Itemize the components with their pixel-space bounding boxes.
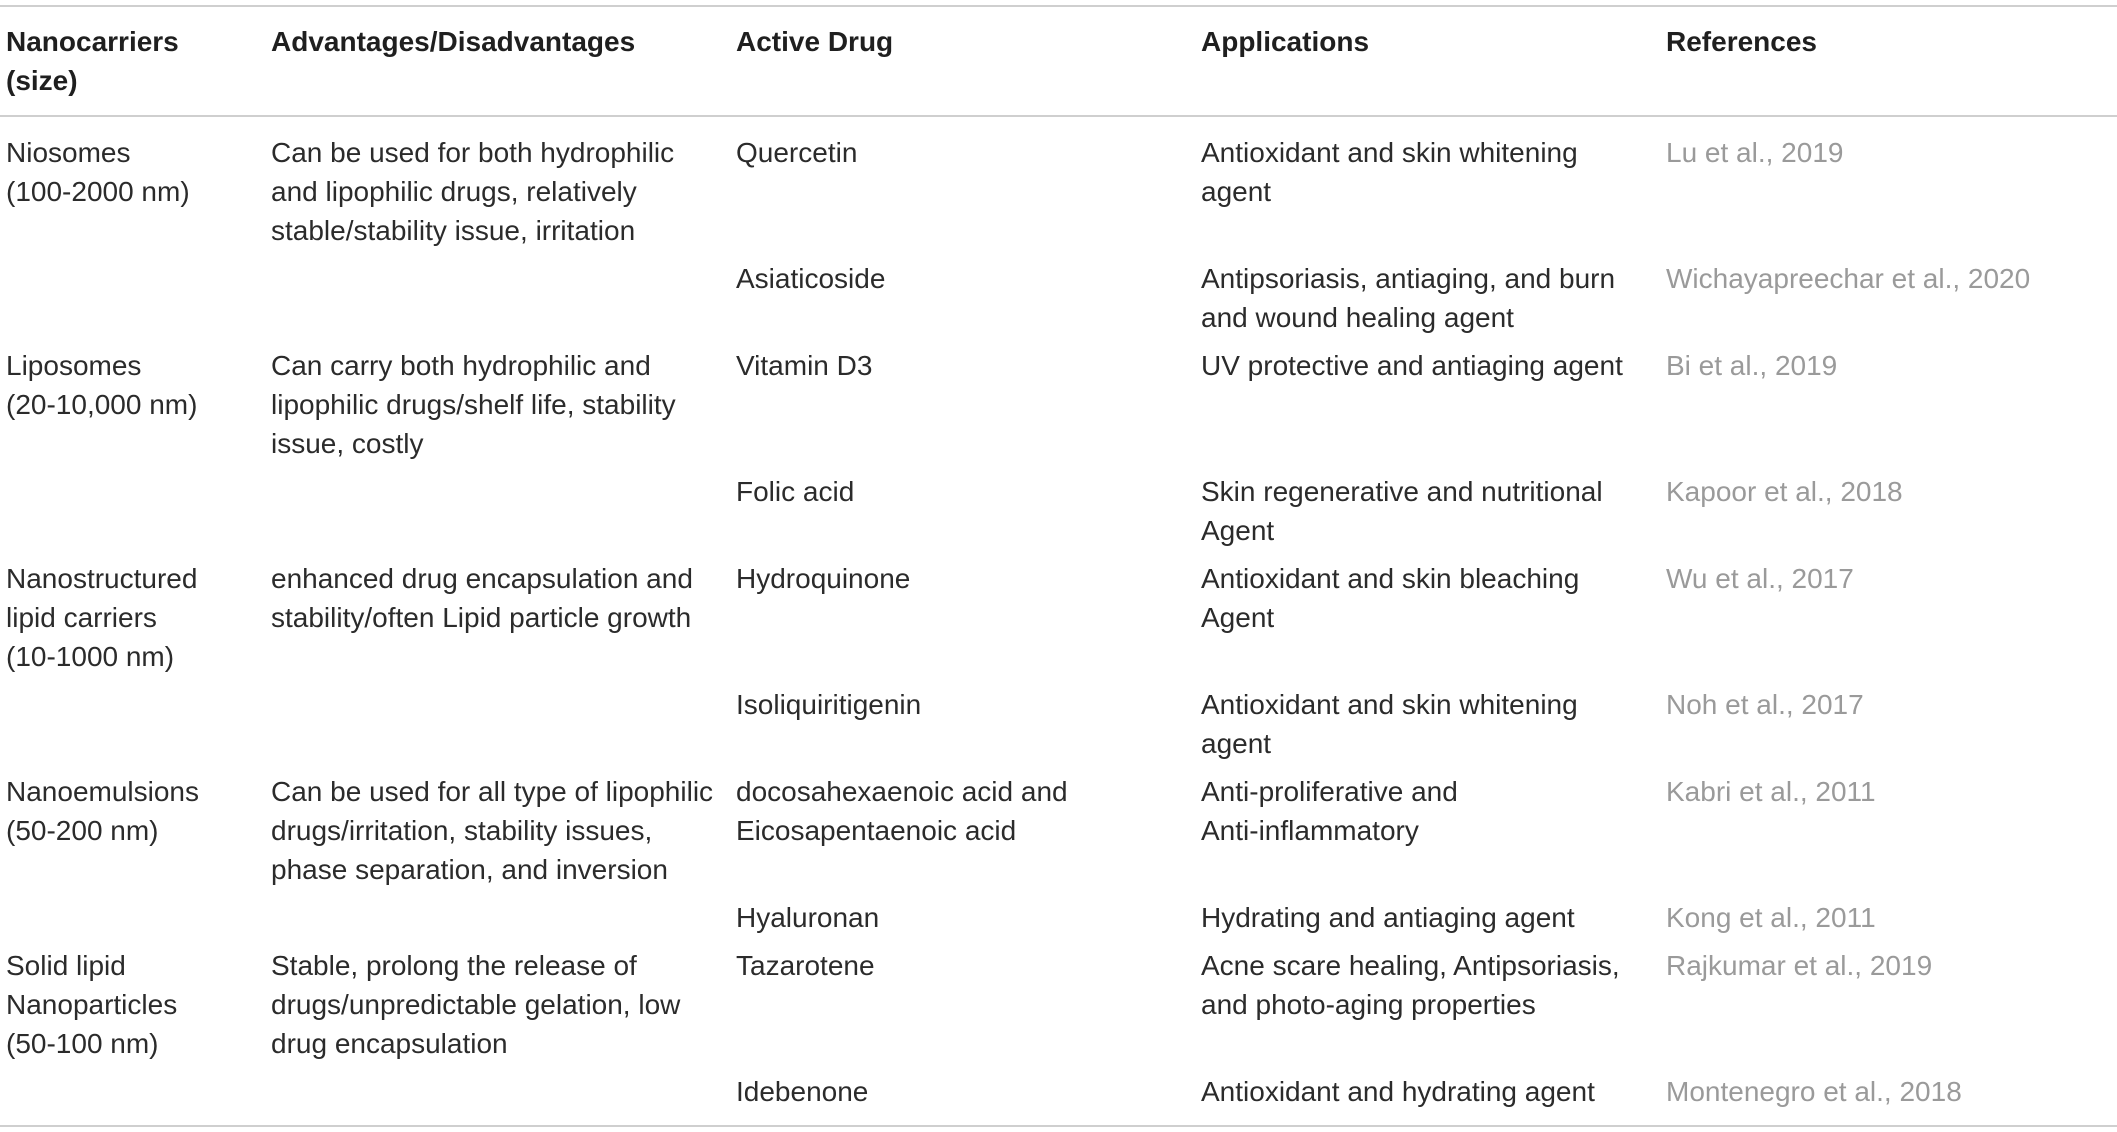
advantages-cell: Stable, prolong the release of drugs/unpredictable gelation, low drug encapsulation — [271, 950, 681, 1059]
application-cell: Hydrating and antiaging agent — [1201, 902, 1575, 933]
drug-cell: Idebenone — [736, 1076, 869, 1107]
header-applications: Applications — [1201, 26, 1370, 57]
application-cell: Acne scare healing, Antipsoriasis, and photo-aging properties — [1201, 950, 1620, 1020]
header-nanocarriers: Nanocarriers (size) — [6, 26, 179, 96]
drug-cell: Folic acid — [736, 476, 855, 507]
drug-cell: Vitamin D3 — [736, 350, 873, 381]
application-cell: Antioxidant and skin bleaching Agent — [1201, 563, 1580, 633]
carrier-cell: Liposomes (20-10,000 nm) — [6, 350, 198, 420]
carrier-cell: Niosomes (100-2000 nm) — [6, 137, 190, 207]
header-advantages: Advantages/Disadvantages — [271, 26, 636, 57]
drug-cell: Hyaluronan — [736, 902, 880, 933]
reference-link[interactable]: Kabri et al., 2011 — [1666, 776, 1876, 807]
reference-link[interactable]: Wu et al., 2017 — [1666, 563, 1854, 594]
reference-link[interactable]: Lu et al., 2019 — [1666, 137, 1844, 168]
header-active-drug: Active Drug — [736, 26, 894, 57]
carrier-cell: Nanostructured lipid carriers (10-1000 nm) — [6, 563, 198, 672]
header-references: References — [1666, 26, 1817, 57]
application-cell: Anti-proliferative and Anti-inflammatory — [1201, 776, 1458, 846]
header-rule — [0, 115, 2117, 117]
reference-link[interactable]: Rajkumar et al., 2019 — [1666, 950, 1933, 981]
advantages-cell: Can be used for both hydrophilic and lipophilic drugs, relatively stable/stability issue, irritation — [271, 137, 675, 246]
application-cell: Antipsoriasis, antiaging, and burn and wound healing agent — [1201, 263, 1616, 333]
drug-cell: Asiaticoside — [736, 263, 886, 294]
advantages-cell: enhanced drug encapsulation and stability/often Lipid particle growth — [271, 563, 693, 633]
reference-link[interactable]: Kapoor et al., 2018 — [1666, 476, 1903, 507]
advantages-cell: Can carry both hydrophilic and lipophilic drugs/shelf life, stability issue, costly — [271, 350, 676, 459]
application-cell: Antioxidant and skin whitening agent — [1201, 689, 1578, 759]
application-cell: Skin regenerative and nutritional Agent — [1201, 476, 1603, 546]
application-cell: Antioxidant and skin whitening agent — [1201, 137, 1578, 207]
drug-cell: Quercetin — [736, 137, 858, 168]
reference-link[interactable]: Bi et al., 2019 — [1666, 350, 1838, 381]
advantages-cell: Can be used for all type of lipophilic drugs/irritation, stability issues, phase separation, and inversion — [271, 776, 714, 885]
application-cell: Antioxidant and hydrating agent — [1201, 1076, 1595, 1107]
application-cell: UV protective and antiaging agent — [1201, 350, 1623, 381]
carrier-cell: Solid lipid Nanoparticles (50-100 nm) — [6, 950, 178, 1059]
drug-cell: Isoliquiritigenin — [736, 689, 922, 720]
table-top-rule — [0, 5, 2117, 7]
carrier-cell: Nanoemulsions (50-200 nm) — [6, 776, 199, 846]
reference-link[interactable]: Kong et al., 2011 — [1666, 902, 1876, 933]
drug-cell: Hydroquinone — [736, 563, 911, 594]
reference-link[interactable]: Wichayapreechar et al., 2020 — [1666, 263, 2031, 294]
reference-link[interactable]: Montenegro et al., 2018 — [1666, 1076, 1962, 1107]
drug-cell: Tazarotene — [736, 950, 875, 981]
reference-link[interactable]: Noh et al., 2017 — [1666, 689, 1864, 720]
table-bottom-rule — [0, 1125, 2117, 1127]
drug-cell: docosahexaenoic acid and Eicosapentaenoic acid — [736, 776, 1068, 846]
